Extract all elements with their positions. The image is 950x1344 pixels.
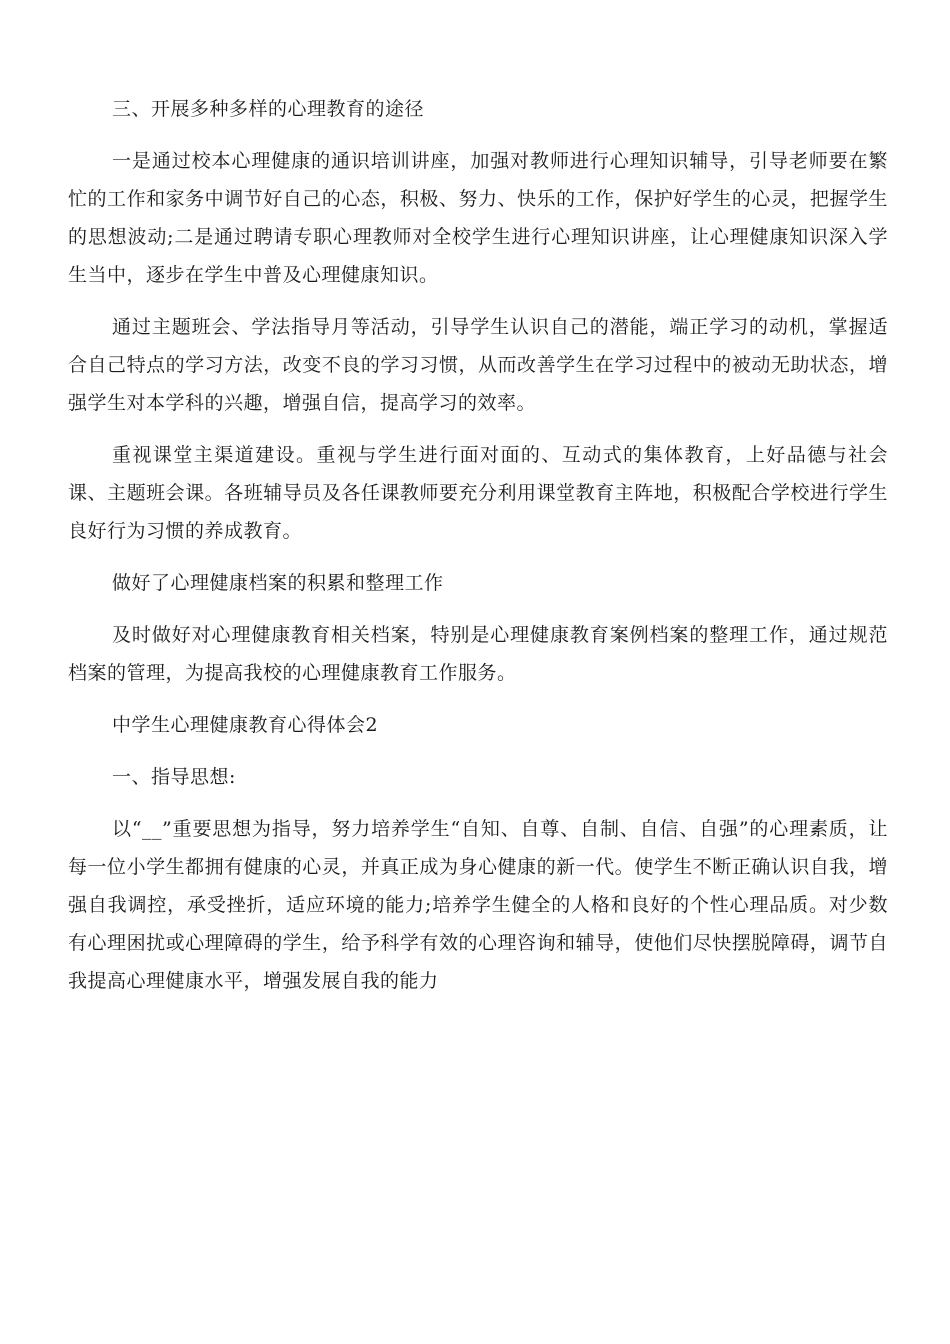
paragraph-archives: 及时做好对心理健康教育相关档案，特别是心理健康教育案例档案的整理工作，通过规范档案的管理，为提高我校的心理健康教育工作服务。 — [68, 624, 888, 684]
paragraph-classroom-channel: 重视课堂主渠道建设。重视与学生进行面对面的、互动式的集体教育，上好品德与社会课、主题班会课。各班辅导员及各任课教师要充分利用课堂教育主阵地，积极配合学校进行学生良好行为习惯的养成教育。 — [68, 444, 888, 542]
essay-title-2: 中学生心理健康教育心得体会2 — [112, 714, 379, 736]
section-heading-archives: 做好了心理健康档案的积累和整理工作 — [112, 572, 444, 594]
paragraph-guiding-thought: 以“__”重要思想为指导，努力培养学生“自知、自尊、自制、自信、自强”的心理素质，让每一位小学生都拥有健康的心灵，并真正成为身心健康的新一代。使学生不断正确认识自我，增强自我调控，承受挫折，适应环境的能力;培养学生健全的人格和良好的个性心理品质。对少数有心理困扰或心理障碍的学生，给予科学有效的心理咨询和辅导，使他们尽快摆脱障碍，调节自我提高心理健康水平，增强发展自我的能力 — [68, 818, 888, 992]
paragraph-teacher-training: 一是通过校本心理健康的通识培训讲座，加强对教师进行心理知识辅导，引导老师要在繁忙的工作和家务中调节好自己的心态，积极、努力、快乐的工作，保护好学生的心灵，把握学生的思想波动;二是通过聘请专职心理教师对全校学生进行心理知识讲座，让心理健康知识深入学生当中，逐步在学生中普及心理健康知识。 — [68, 150, 888, 286]
document-body — [68, 90, 888, 1014]
paragraph-class-activities: 通过主题班会、学法指导月等活动，引导学生认识自己的潜能，端正学习的动机，掌握适合自己特点的学习方法，改变不良的学习习惯，从而改善学生在学习过程中的被动无助状态，增强学生对本学科的兴趣，增强自信，提高学习的效率。 — [68, 316, 888, 414]
section-heading-approaches: 三、开展多种多样的心理教育的途径 — [112, 98, 425, 120]
section-heading-guiding-thought: 一、指导思想: — [112, 766, 236, 788]
